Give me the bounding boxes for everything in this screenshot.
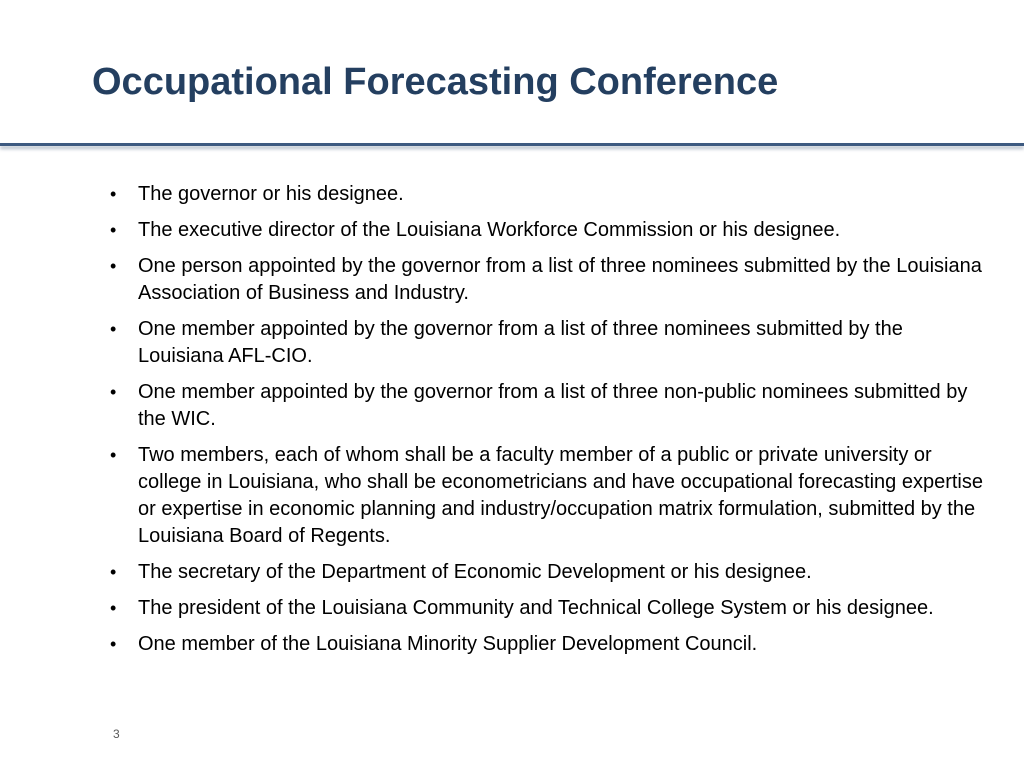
slide-title: Occupational Forecasting Conference — [92, 61, 779, 103]
list-item — [110, 442, 990, 550]
title-divider — [0, 143, 1024, 146]
list-item — [110, 217, 990, 244]
bullet-list — [110, 181, 990, 667]
bullet-icon: • — [110, 562, 117, 582]
bullet-icon: • — [110, 445, 117, 465]
bullet-text: One person appointed by the governor from a list of three nominees submitted by the Louisiana Association of Business and Industry. — [138, 255, 982, 304]
bullet-text: Two members, each of whom shall be a faculty member of a public or private university or college in Louisiana, who shall be econometricians and have occupational forecasting expertise or expertise in economic planning and industry/occupation matrix formulation, submitted by the Louisiana Board of Regents. — [138, 444, 983, 547]
bullet-icon: • — [110, 256, 117, 276]
list-item — [110, 379, 990, 433]
bullet-icon: • — [110, 319, 117, 339]
bullet-icon: • — [110, 382, 117, 402]
list-item — [110, 316, 990, 370]
bullet-text: The governor or his designee. — [138, 183, 404, 205]
list-item — [110, 595, 990, 622]
bullet-text: One member appointed by the governor from a list of three nominees submitted by the Louisiana AFL-CIO. — [138, 318, 903, 367]
bullet-icon: • — [110, 634, 117, 654]
bullet-text: The executive director of the Louisiana Workforce Commission or his designee. — [138, 219, 841, 241]
list-item — [110, 253, 990, 307]
bullet-text: The president of the Louisiana Community and Technical College System or his designee. — [138, 597, 934, 619]
bullet-text: One member appointed by the governor from a list of three non-public nominees submitted by the WIC. — [138, 381, 968, 430]
bullet-text: One member of the Louisiana Minority Supplier Development Council. — [138, 633, 758, 655]
bullet-icon: • — [110, 220, 117, 240]
list-item — [110, 559, 990, 586]
bullet-icon: • — [110, 598, 117, 618]
bullet-icon: • — [110, 184, 117, 204]
page-number: 3 — [113, 727, 120, 741]
list-item — [110, 181, 990, 208]
bullet-text: The secretary of the Department of Economic Development or his designee. — [138, 561, 812, 583]
list-item — [110, 631, 990, 658]
